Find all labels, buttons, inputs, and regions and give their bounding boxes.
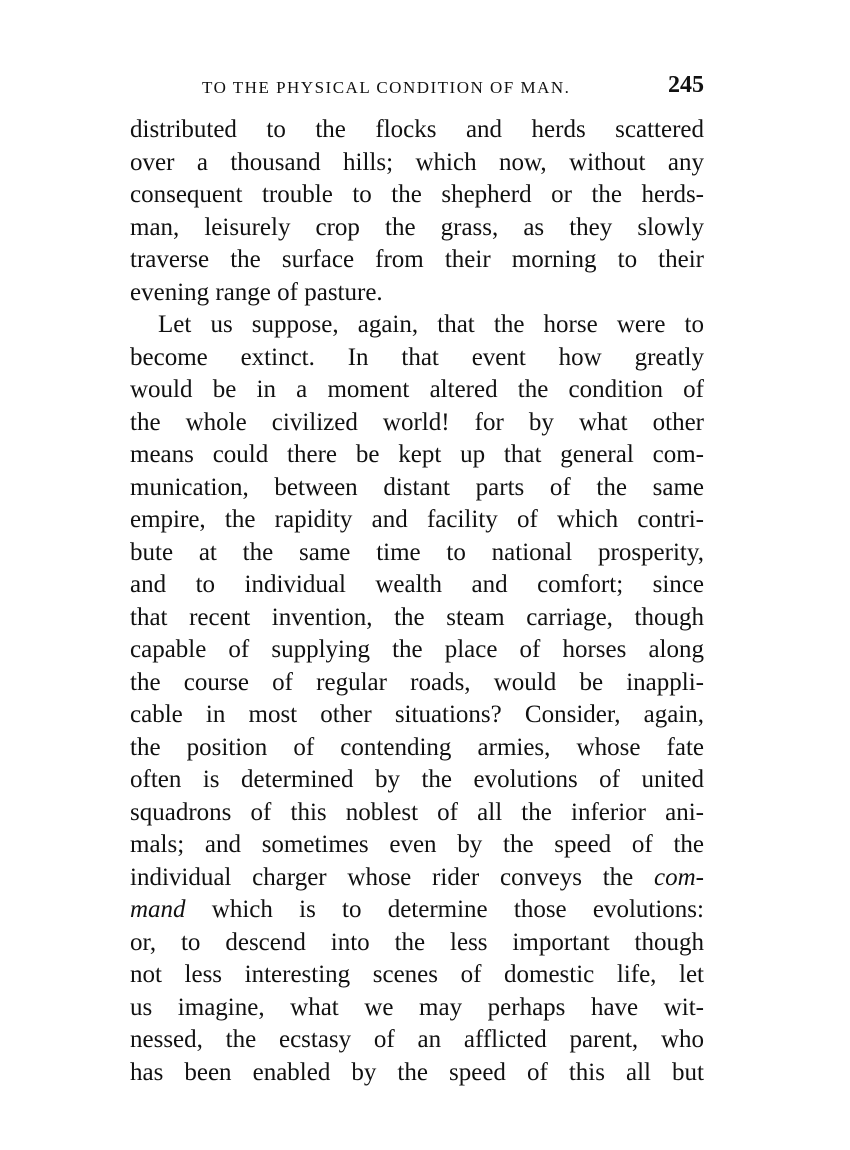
text-line: bute at the same time to national prosperity, xyxy=(130,538,704,566)
text-line: Let us suppose, again, that the horse were to xyxy=(158,311,704,338)
text-line: cable in most other situations? Consider, again, xyxy=(130,701,704,728)
text-line: nessed, the ecstasy of an afflicted parent, who xyxy=(130,1026,704,1053)
italic-word: com- xyxy=(654,863,704,891)
line-segment: individual charger whose rider conveys the xyxy=(130,863,655,891)
text-line: over a thousand hills; which now, without any xyxy=(130,148,704,176)
text-line: become extinct. In that event how greatly xyxy=(130,343,704,371)
text-line: the course of regular roads, would be inappli- xyxy=(130,668,704,696)
text-line: munication, between distant parts of the same xyxy=(130,473,704,501)
text-line: would be in a moment altered the condition of xyxy=(130,376,704,403)
text-line: not less interesting scenes of domestic life, let xyxy=(130,961,704,988)
page-number: 245 xyxy=(668,72,704,98)
text-line: that recent invention, the steam carriage, though xyxy=(130,603,704,631)
text-line: man, leisurely crop the grass, as they slowly xyxy=(130,213,704,241)
text-line: consequent trouble to the shepherd or the herds- xyxy=(130,181,704,208)
text-line: us imagine, what we may perhaps have wit- xyxy=(130,993,704,1021)
text-line: distributed to the flocks and herds scattered xyxy=(130,116,704,143)
text-line xyxy=(130,862,704,895)
text-line: and to individual wealth and comfort; since xyxy=(130,571,704,598)
text-line: squadrons of this noblest of all the inferior ani- xyxy=(130,798,704,826)
text-line: means could there be kept up that general com- xyxy=(130,441,704,468)
text-line: evening range of pasture. xyxy=(130,278,383,306)
text-line: mals; and sometimes even by the speed of the xyxy=(130,831,704,858)
text-line: or, to descend into the less important though xyxy=(130,928,704,956)
text-line: the whole civilized world! for by what other xyxy=(130,408,704,436)
line-segment: which is to determine those evolutions: xyxy=(185,896,704,923)
text-line: often is determined by the evolutions of united xyxy=(130,766,704,793)
text-line: empire, the rapidity and facility of which contri- xyxy=(130,506,704,533)
italic-word: mand xyxy=(130,896,186,923)
running-head xyxy=(130,72,704,102)
body-text xyxy=(130,114,704,1089)
text-line xyxy=(130,894,704,927)
text-line: traverse the surface from their morning to their xyxy=(130,246,704,273)
text-line: has been enabled by the speed of this all but xyxy=(130,1058,704,1086)
text-line: capable of supplying the place of horses along xyxy=(130,636,704,663)
text-line: the position of contending armies, whose fate xyxy=(130,733,704,761)
running-title: TO THE PHYSICAL CONDITION OF MAN. xyxy=(202,78,571,97)
